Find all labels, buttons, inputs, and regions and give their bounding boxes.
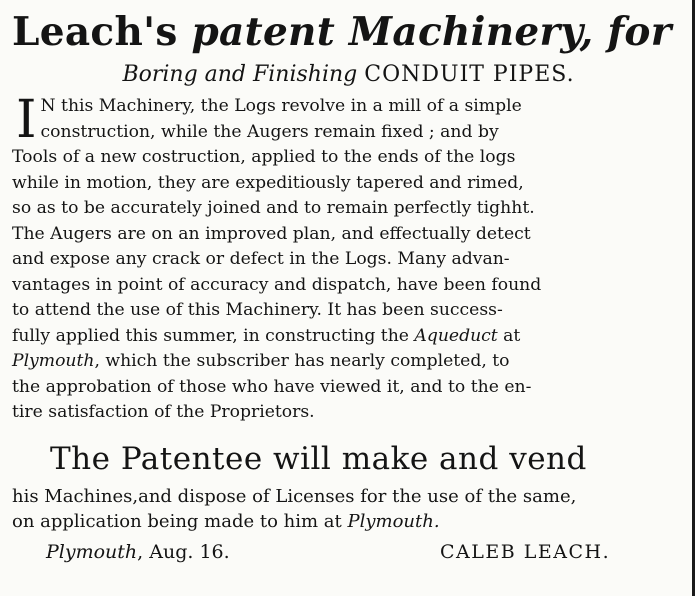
body-line-9: to attend the use of this Machinery. It has been success-	[12, 300, 503, 320]
vend-line-2	[12, 509, 685, 535]
signature-line	[12, 537, 685, 567]
signature-place: Plymouth	[46, 540, 138, 563]
plymouth-word: Plymouth	[12, 351, 95, 371]
body-line-1: N this Machinery, the Logs revolve in a mill of a simple	[40, 96, 522, 116]
body-line-11-text: , which the subscriber has nearly completed, to	[94, 351, 510, 371]
body-line-8: vantages in point of accuracy and dispatch, have been found	[12, 274, 542, 295]
body-line-3: Tools of a new costruction, applied to the ends of the logs	[12, 147, 516, 167]
body-line-11	[12, 349, 685, 375]
body-line-13: tire satisfaction of the Proprietors.	[12, 402, 315, 422]
aqueduct-tail: at	[497, 325, 521, 346]
patentee-heading: The Patentee will make and vend	[50, 440, 587, 477]
body-line-10	[12, 324, 685, 350]
ad-body	[12, 90, 685, 426]
body-line-5: so as to be accurately joined and to remain perfectly tighht.	[12, 198, 535, 218]
signature-name: CALEB LEACH.	[440, 540, 611, 563]
body-line-7: and expose any crack or defect in the Logs. Many advan-	[12, 249, 510, 269]
signature-date: , Aug. 16.	[137, 540, 230, 563]
subtitle-caps: CONDUIT PIPES.	[364, 62, 575, 87]
subtitle-italic: Boring and Finishing	[122, 62, 358, 87]
ad-subtitle	[12, 58, 685, 92]
aqueduct-word: Aqueduct	[414, 325, 498, 346]
body-line-10-text: fully applied this summer, in constructing the	[12, 325, 415, 346]
title-italic: patent Machinery, for	[191, 9, 672, 55]
vend-plymouth: Plymouth.	[347, 511, 440, 532]
vend-text	[12, 484, 685, 535]
title-name: Leach's	[12, 9, 192, 55]
ad-title	[12, 0, 685, 56]
vend-line-1: his Machines,and dispose of Licenses for the use of the same,	[12, 485, 577, 507]
signature-place-date	[46, 537, 230, 567]
vend-line-2-text: on application being made to him at	[12, 511, 348, 532]
body-line-6: The Augers are on an improved plan, and effectually detect	[12, 223, 531, 244]
body-line-2: construction, while the Augers remain fixed ; and by	[40, 121, 499, 142]
body-line-4: while in motion, they are expeditiously tapered and rimed,	[12, 172, 524, 193]
drop-cap: I	[16, 90, 37, 150]
body-line-12: the approbation of those who have viewed it, and to the en-	[12, 376, 532, 397]
